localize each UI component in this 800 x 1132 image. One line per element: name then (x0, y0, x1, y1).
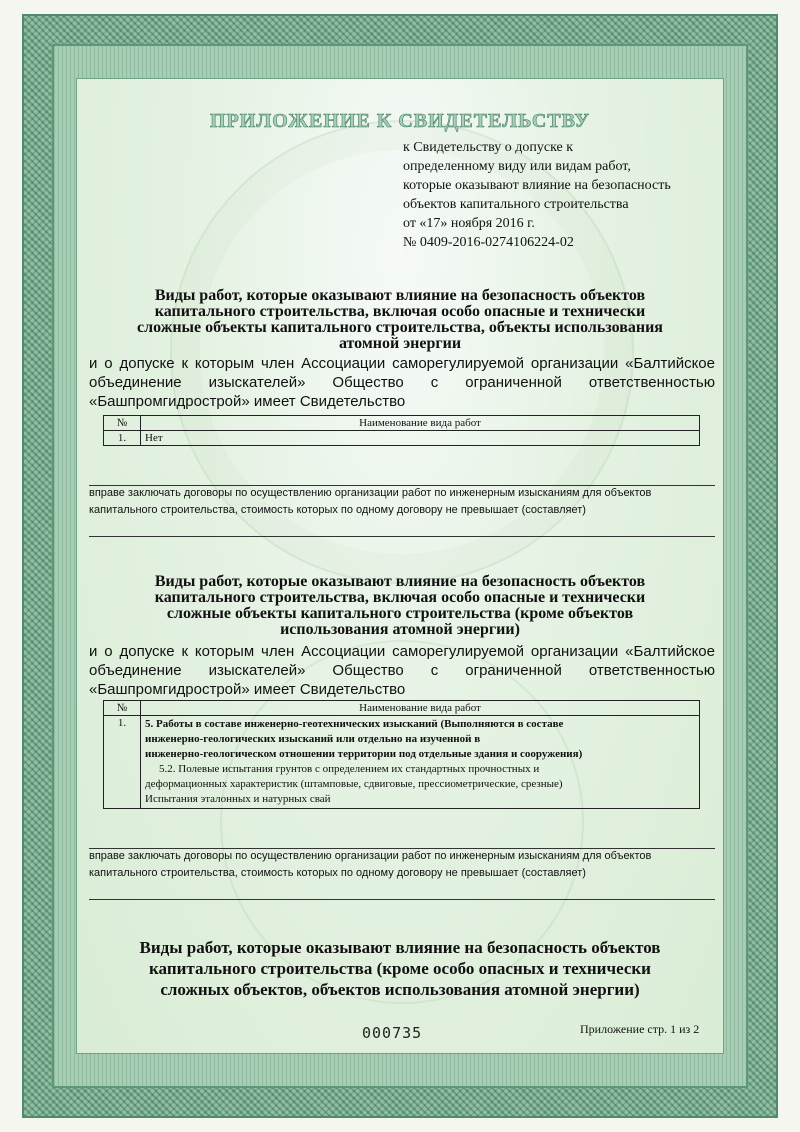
reference-line: № 0409-2016-0274106224-02 (403, 235, 574, 250)
reference-line: которые оказывают влияние на безопасность (403, 178, 671, 193)
reference-line: определенному виду или видам работ, (403, 159, 631, 174)
section2-contract-text (89, 848, 719, 882)
work-subitem-line: Испытания эталонных и натурных свай (145, 793, 331, 805)
work-subitem-line: 5.2. Полевые испытания грунтов с определением их стандартных прочностных и (159, 763, 540, 775)
reference-line: от «17» ноября 2016 г. (403, 216, 535, 231)
section2-paragraph: и о допуске к которым член Ассоциации саморегулируемой организации «Балтийское объединение изыскателей» Общество с ограниченной ответственностью «Башпромгидрострой» имеет Свидетельство (89, 643, 715, 698)
table-header-num: № (104, 416, 141, 431)
work-title-line: инженерно-геологических изысканий или отдельно на изученной в (145, 733, 481, 745)
table-row (104, 716, 700, 809)
heading-line: Виды работ, которые оказывают влияние на безопасность объектов (154, 287, 646, 304)
table-header-name: Наименование вида работ (141, 701, 700, 716)
table-row (104, 431, 700, 446)
contract-line: капитального строительства, стоимость которых по одному договору не превышает (составляет) (89, 867, 586, 879)
heading-line: использования атомной энергии) (280, 621, 520, 638)
section1-paragraph: и о допуске к которым член Ассоциации саморегулируемой организации «Балтийское объединение изыскателей» Общество с ограниченной ответственностью «Башпромгидрострой» имеет Свидетельство (89, 355, 715, 410)
heading-line: капитального строительства, включая особо опасные и технически (154, 589, 646, 606)
serial-number: 000735 (362, 1024, 423, 1042)
table-header-row (104, 416, 700, 431)
heading-line: капитального строительства, включая особо опасные и технически (154, 303, 646, 320)
row-number: 1. (104, 431, 141, 446)
page-label: Приложение стр. 1 из 2 (580, 1022, 700, 1036)
work-title-line: 5. Работы в составе инженерно-геотехнических изысканий (Выполняются в составе (145, 718, 564, 730)
divider (89, 899, 715, 900)
divider (89, 536, 715, 537)
heading-line: атомной энергии (338, 335, 462, 352)
section2-works-table (103, 700, 700, 809)
table-header-name: Наименование вида работ (141, 416, 700, 431)
row-number: 1. (104, 716, 141, 809)
table-header-row (104, 701, 700, 716)
section3-heading (84, 937, 716, 1000)
section2-heading (84, 574, 716, 638)
row-content (141, 716, 700, 809)
contract-line: вправе заключать договоры по осуществлению организации работ по инженерным изысканиям для объектов (89, 850, 652, 862)
document-title: ПРИЛОЖЕНИЕ К СВИДЕТЕЛЬСТВУ (209, 110, 591, 132)
section1-heading (84, 288, 716, 352)
heading-line: капитального строительства (кроме особо опасных и технически (149, 959, 651, 978)
work-type-title (145, 717, 695, 762)
reference-line: к Свидетельству о допуске к (403, 140, 574, 155)
section1-contract-text (89, 485, 719, 519)
work-title-line: инженерно-геологическом отношении территории под отдельные здания и сооружения) (145, 748, 583, 760)
contract-line: капитального строительства, стоимость которых по одному договору не превышает (составляет) (89, 504, 586, 516)
contract-line: вправе заключать договоры по осуществлению организации работ по инженерным изысканиям для объектов (89, 487, 652, 499)
heading-line: сложные объекты капитального строительства, объекты использования (137, 319, 663, 336)
row-text: Нет (141, 431, 700, 446)
table-header-num: № (104, 701, 141, 716)
work-subitem-line: деформационных характеристик (штамповые, сдвиговые, прессиометрические, срезные) (145, 778, 563, 790)
heading-line: сложные объекты капитального строительства (кроме объектов (166, 605, 634, 622)
heading-line: Виды работ, которые оказывают влияние на безопасность объектов (139, 938, 661, 957)
heading-line: Виды работ, которые оказывают влияние на безопасность объектов (154, 573, 646, 590)
section1-works-table (103, 415, 700, 446)
reference-line: объектов капитального строительства (403, 197, 629, 212)
heading-line: сложных объектов, объектов использования атомной энергии) (160, 980, 640, 999)
certificate-reference (403, 138, 733, 252)
